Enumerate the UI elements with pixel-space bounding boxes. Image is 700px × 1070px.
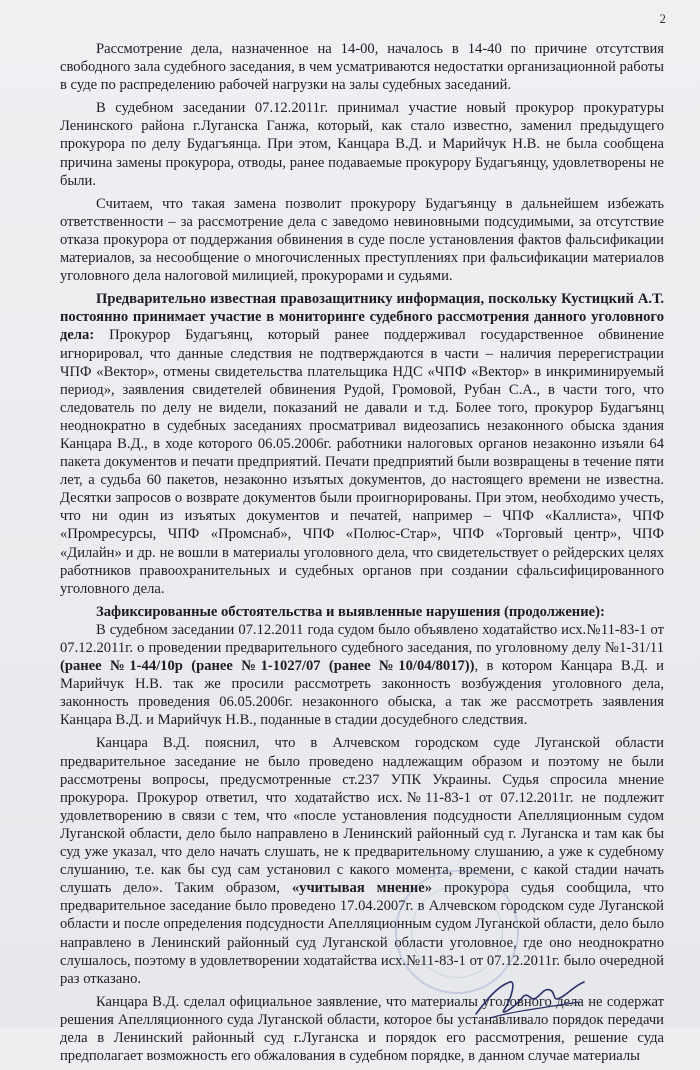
text-run: В судебном заседании 07.12.2011 года судом было объявлено ходатайство исх.№11-83-1 от 07.12.2011г. о проведении предварительного судебного заседания, по уголовному делу №1-31/11 xyxy=(60,621,664,656)
paragraph xyxy=(60,290,664,598)
paragraph xyxy=(60,734,664,987)
paragraph xyxy=(60,195,664,285)
text-run: , в котором Канцара В.Д. и Марийчук Н.В. так же просили рассмотреть законность возбуждения уголовного дела, законность проведения 06.05.2006г. незаконного обыска, а так же рассмотреть заявления Канцара В.Д. и Марийчук Н.В., поданные в стадии досудебного следствия. xyxy=(60,658,664,729)
text-run: Канцара В.Д. пояснил, что в Алчевском городском суде Луганской области предварительное заседание не было проведено надлежащим образом и поэтому не были рассмотрены вопросы, предусмотренные ст.237 УПК Украины. Судья спросила мнение прокурора. Прокурор ответил, что ходатайство исх.№11-83-1 от 07.12.2011г. не подлежит удовлетворению в связи с тем, что «после установления подсудности Апелляционным судом Луганской области, дело было направлено в Ленинский районный суд г. Луганска и там как бы суд уже указал, что дело начать слушать, не к предварительному слушанию, а уже к судебному слушанию, т.е. как бы суд сам установил с какого момента, времени, с какой стадии начать слушать дело». Таким образом, xyxy=(60,735,664,897)
text-run: В судебном заседании 07.12.2011г. принимал участие новый прокурор прокуратуры Ленинского района г.Луганска Ганжа, который, как стало известно, заменил предыдущего прокурора по делу Будагъянца. При этом, Канцара В.Д. и Марийчук Н.В. не была сообщена причина замены прокурора, отводы, ранее подаваемые прокурору Будагъянцу, удовлетворены не были. xyxy=(60,100,664,189)
text-run: прокурора судья сообщила, что предварительное заседание было проведено 17.04.2007г. в Алчевском городском суде Луганской области и после определения подсудности Апелляционным судом Луганской области, дело было направлено в Ленинский районный суд Луганской области уголовное, где оно неоднократно слушалось, поэтому в удовлетворении ходатайства исх.№11-83-1 от 07.12.2011г. было очередной раз отказано. xyxy=(60,880,664,987)
bold-text: Предварительно известная правозащитнику информация, поскольку Кустицкий А.Т. постоянно принимает участие в мониторинге судебного рассмотрения данного уголовного дела: xyxy=(60,291,664,344)
bold-text: Зафиксированные обстоятельства и выявленные нарушения (продолжение): xyxy=(96,603,605,620)
text-run: Прокурор Будагъянц, который ранее поддерживал государственное обвинение игнорировал, что данные следствия не подтверждаются в части – наличия перерегистрации ЧПФ «Вектор», отмены свидетельства плательщика НДС «ЧПФ «Вектор» в инкриминируемый период», заявления свидетелей обвинения Рудой, Громовой, Рубан С.А., в части того, что следователь по делу не видели, показаний не давали и т.д. Более того, прокурор Будагъянц неоднократно в судебных заседаниях просматривал видеозапись незаконного обыска здания Канцара В.Д., в ходе которого 06.05.2006г. работники налоговых органов незаконно изъяли 64 пакета документов и печати предприятий. Печати предприятий были возвращены в течение пяти лет, а судьба 60 пакетов, незаконно изъятых документов, до настоящего времени не известна. Десятки запросов о возврате документов были проигнорированы. При этом, необходимо учесть, что ни один из изъятых документов и печатей, например – ЧПФ «Каллиста», ЧПФ «Промресурсы, ЧПФ «Промснаб», ЧПФ «Полюс-Стар», ЧПФ «Торговый центр», ЧПФ «Дилайн» и др. не вошли в материалы уголовного дела, что свидетельствует о рейдерских целях работников правоохранительных и судебных органов при создании сфальсифицированного уголовного дела. xyxy=(60,327,664,597)
text-run: Канцара В.Д. сделал официальное заявление, что материалы уголовного дела не содержат решения Апелляционного суда Луганской области, которое бы устанавливало порядок передачи дела в Ленинский районный суд г.Луганска и порядок его рассмотрения, решение суда предполагает возможность его обжалования в судебном порядке, в данном случае материалы xyxy=(60,993,664,1065)
paragraph xyxy=(60,621,664,730)
text-run: Считаем, что такая замена позволит прокурору Будагъянцу в дальнейшем избежать ответственности – за рассмотрение дела с заведомо невиновными подсудимыми, за отсутствие отказа прокурора от поддержания обвинения в суде после установления фактов фальсификации материалов, за несообщение о многочисленных преступлениях при фальсификации материалов уголовного дела налоговой милицией, прокурорами и судьями. xyxy=(60,195,664,285)
text-run: Рассмотрение дела, назначенное на 14-00, началось в 14-40 по причине отсутствия свободного зала судебного заседания, в чем усматриваются недостатки организационной работы в суде по распределению рабочей нагрузки на залы судебных заседаний. xyxy=(60,41,664,94)
paragraph xyxy=(60,99,664,189)
bold-text: (ранее №1-44/10р (ранее №1-1027/07 (ранее №10/04/8017)) xyxy=(60,658,475,675)
document-body xyxy=(60,40,664,1070)
section-heading xyxy=(60,603,664,621)
bold-text: «учитывая мнение» xyxy=(291,880,433,897)
paragraph xyxy=(60,40,664,94)
page-number: 2 xyxy=(659,11,666,26)
handwritten-signature xyxy=(470,968,590,1026)
